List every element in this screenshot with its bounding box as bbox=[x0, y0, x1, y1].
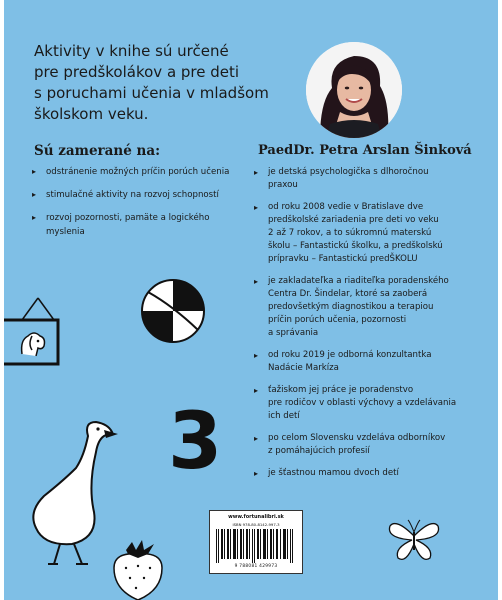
author-photo bbox=[306, 42, 402, 138]
focus-item-text: stimulačné aktivity na rozvoj schopností bbox=[46, 190, 219, 200]
list-item bbox=[254, 467, 490, 480]
bio-item-text: po celom Slovensku vzdeláva odborníkov z pomáhajúcich profesií bbox=[268, 433, 446, 456]
list-item bbox=[32, 211, 262, 239]
digit-three: 3 bbox=[168, 397, 223, 487]
bio-item-text: je detská psychologička s dlhoročnou praxou bbox=[268, 167, 429, 190]
author-name: PaedDr. Petra Arslan Šinková bbox=[258, 143, 472, 158]
arrow-bullet-icon: ▸ bbox=[32, 190, 37, 199]
list-item bbox=[254, 384, 490, 423]
bio-item-text: od roku 2008 vedie v Bratislave dve predškolské zariadenia pre deti vo veku 2 až 7 rokov, a to súkromnú materskú školu – Fantastickú školku, a predškolskú prípravku – Fantastickú predŠKOLU bbox=[268, 202, 443, 264]
intro-line: školskom veku. bbox=[34, 105, 149, 123]
intro-text bbox=[34, 41, 304, 125]
ball-icon bbox=[138, 276, 208, 346]
focus-item-text: rozvoj pozornosti, pamäte a logického myslenia bbox=[46, 213, 210, 237]
arrow-bullet-icon: ▸ bbox=[32, 167, 37, 176]
arrow-bullet-icon: ▸ bbox=[254, 434, 259, 443]
bio-item-text: je zakladateľka a riaditeľka poradenského Centra Dr. Šindelar, ktoré sa zaoberá predovšetkým diagnostikou a terapiou príčin porúch učenia, pozornosti a správania bbox=[268, 276, 449, 338]
arrow-bullet-icon: ▸ bbox=[254, 203, 259, 212]
arrow-bullet-icon: ▸ bbox=[254, 386, 259, 395]
arrow-bullet-icon: ▸ bbox=[254, 277, 259, 286]
list-item bbox=[32, 165, 262, 179]
portrait-illustration bbox=[306, 42, 402, 138]
focus-list bbox=[32, 165, 262, 248]
publisher-url: www.fortunalibri.sk bbox=[228, 514, 284, 520]
list-item bbox=[32, 188, 262, 202]
list-item bbox=[254, 432, 490, 458]
arrow-bullet-icon: ▸ bbox=[254, 168, 259, 177]
focus-heading: Sú zamerané na: bbox=[34, 143, 161, 159]
bio-item-text: od roku 2019 je odborná konzultantka Nadácie Markíza bbox=[268, 350, 432, 373]
arrow-bullet-icon: ▸ bbox=[254, 469, 259, 478]
barcode-number: 9 788081 429973 bbox=[234, 564, 278, 569]
barcode-label bbox=[209, 510, 303, 574]
intro-line: pre predškolákov a pre deti bbox=[34, 63, 240, 81]
intro-line: s poruchami učenia v mladšom bbox=[34, 84, 269, 102]
author-bio-list bbox=[254, 166, 490, 489]
list-item bbox=[254, 349, 490, 375]
arrow-bullet-icon: ▸ bbox=[32, 213, 37, 222]
isbn-text: ISBN 978-80-8142-997-3 bbox=[232, 522, 280, 527]
framed-dog-picture bbox=[4, 296, 62, 376]
goose-icon bbox=[18, 416, 118, 568]
list-item bbox=[254, 201, 490, 266]
arrow-bullet-icon: ▸ bbox=[254, 351, 259, 360]
butterfly-icon bbox=[386, 514, 442, 564]
bio-item-text: ťažiskom jej práce je poradenstvo pre rodičov v oblasti výchovy a vzdelávania ich detí bbox=[268, 385, 457, 421]
barcode-icon bbox=[216, 529, 296, 563]
strawberry-icon bbox=[108, 538, 168, 600]
digit-three-illustration bbox=[164, 397, 223, 487]
list-item bbox=[254, 275, 490, 340]
intro-line: Aktivity v knihe sú určené bbox=[34, 42, 229, 60]
book-back-cover bbox=[4, 0, 498, 600]
list-item bbox=[254, 166, 490, 192]
focus-item-text: odstránenie možných príčin porúch učenia bbox=[46, 167, 230, 177]
bio-item-text: je šťastnou mamou dvoch detí bbox=[268, 468, 399, 478]
